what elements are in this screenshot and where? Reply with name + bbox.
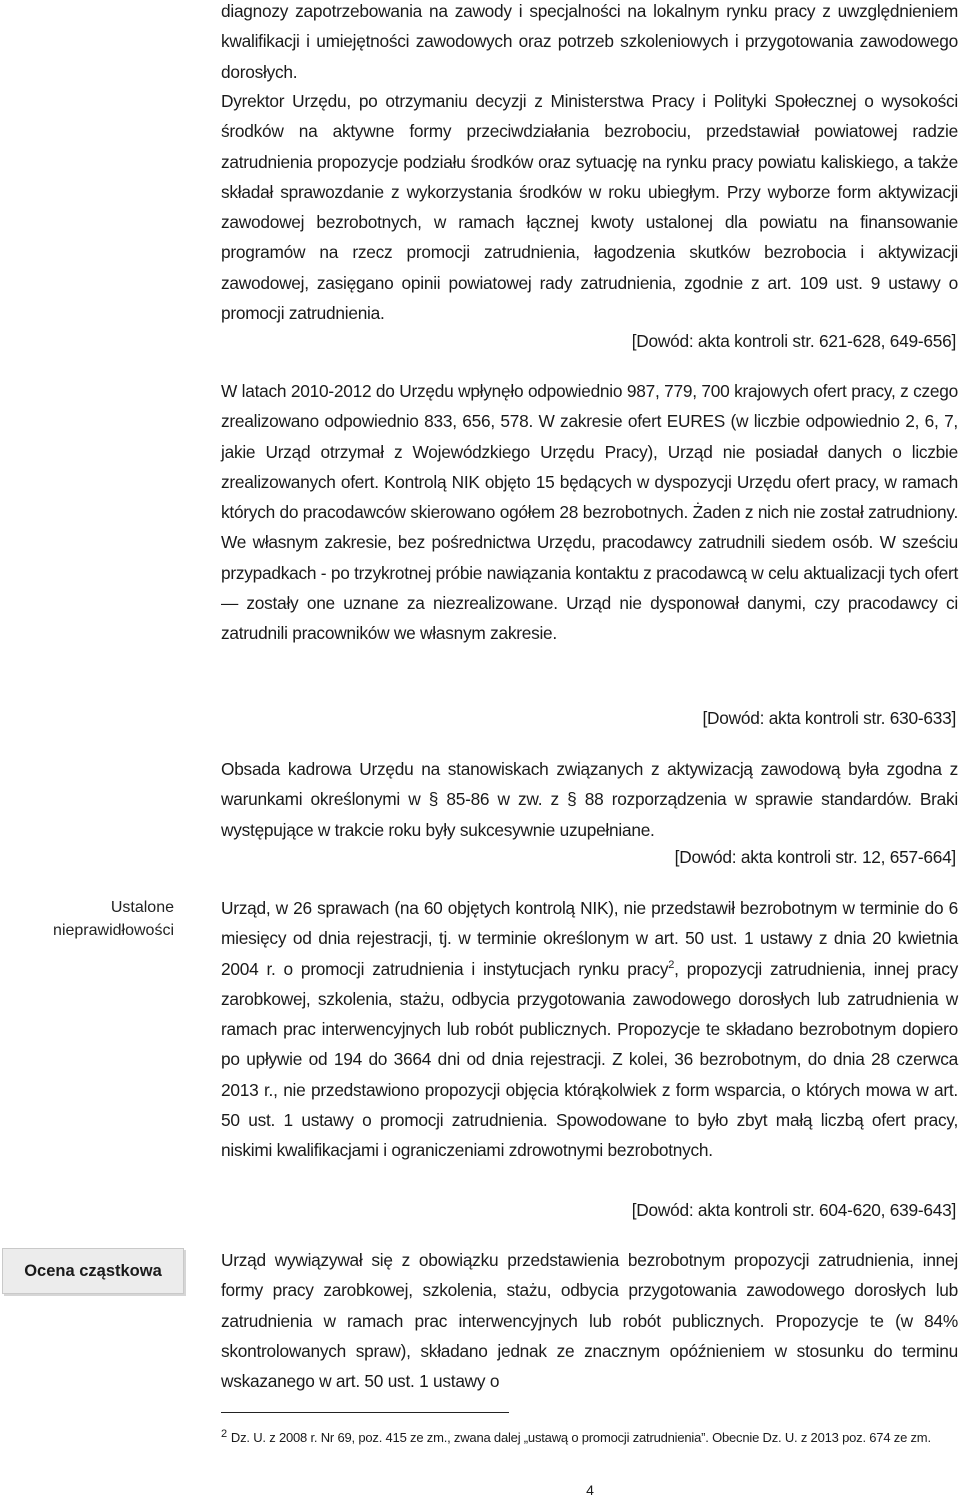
evidence-reference-2: [Dowód: akta kontroli str. 630-633] <box>702 708 956 728</box>
footnote-reference-mark: 2 <box>668 958 675 971</box>
paragraph-staffing: Obsada kadrowa Urzędu na stanowiskach związanych z aktywizacją zawodową była zgodna z warunkami określonymi w § 85-86 w zw. z § 88 rozporządzenia w sprawie standardów. Braki występujące w trakcie roku były sukcesywnie uzupełniane. <box>221 759 958 840</box>
footnote-text: Dz. U. z 2008 r. Nr 69, poz. 415 ze zm., zwana dalej „ustawą o promocji zatrudnienia”. Obecnie Dz. U. z 2013 poz. 674 ze zm. <box>230 1430 931 1445</box>
findings-side-label: Ustalone nieprawidłowości <box>53 899 174 939</box>
irregularities-text-end: , propozycji zatrudnienia, innej pracy zarobkowej, szkolenia, stażu, odbycia przygotowania zawodowego dorosłych lub zatrudnienia w ramach prac interwencyjnych lub robót publicznych. Propozycje te składano bezrobotnym dopiero po upływie od 194 do 3664 dni od dnia rejestracji. Z kolei, 36 bezrobotnym, do dnia 28 czerwca 2013 r., nie przedstawiono propozycji objęcia którąkolwiek z form wsparcia, o których mowa w art. 50 ust. 1 ustawy o promocji zatrudnienia. Spowodowane to było zbyt małą liczbą ofert pracy, niskimi kwalifikacjami i ograniczeniami zdrowotnymi bezrobotnych. <box>221 958 958 1161</box>
evidence-reference-4: [Dowód: akta kontroli str. 604-620, 639-643] <box>631 1200 956 1220</box>
paragraph-diagnosis-continuation: diagnozy zapotrzebowania na zawody i specjalności na lokalnym rynku pracy z uwzględnieniem kwalifikacji i umiejętności zawodowych oraz potrzeb szkoleniowych i przygotowania zawodowego dorosłych. <box>221 1 958 82</box>
page-number: 4 <box>586 1482 594 1498</box>
partial-assessment-label <box>2 1248 184 1294</box>
paragraph-director-funds: Dyrektor Urzędu, po otrzymaniu decyzji z Ministerstwa Pracy i Polityki Społecznej o wysokości środków na aktywne formy przeciwdziałania bezrobociu, przedstawiał powiatowej radzie zatrudnienia propozycje podziału środków oraz sytuację na rynku pracy powiatu kaliskiego, a także składał sprawozdanie z wykorzystania środków w roku ubiegłym. Przy wyborze form aktywizacji zawodowej bezrobotnych, w ramach łącznej kwoty ustalonej dla powiatu na finansowanie programów na rzecz promocji zatrudnienia, łagodzenia skutków bezrobocia i aktywizacji zawodowej, zasięgano opinii powiatowej rady zatrudnienia, zgodnie z art. 109 ust. 9 ustawy o promocji zatrudnienia. <box>221 91 958 324</box>
irregularities-text-start: Urząd, w 26 sprawach (na 60 objętych kontrolą NIK), nie przedstawił bezrobotnym w terminie do 6 miesięcy od dnia rejestracji, tj. w terminie określonym w art. 50 ust. 1 ustawy z dnia 20 kwietnia 2004 r. o promocji zatrudnienia i instytucjach rynku pracy <box>221 898 958 979</box>
footnote <box>221 1424 958 1448</box>
paragraph-irregularities <box>221 893 958 1166</box>
footnote-mark: 2 <box>221 1428 227 1440</box>
partial-assessment-text: Ocena cząstkowa <box>24 1261 162 1280</box>
footnote-divider <box>221 1412 509 1413</box>
evidence-reference-3: [Dowód: akta kontroli str. 12, 657-664] <box>674 847 956 867</box>
paragraph-job-offers: W latach 2010-2012 do Urzędu wpłynęło odpowiednio 987, 779, 700 krajowych ofert pracy, z czego zrealizowano odpowiednio 833, 656, 578. W zakresie ofert EURES (w liczbie odpowiednio 2, 6, 7, jakie Urząd otrzymał z Wojewódzkiego Urzędu Pracy), Urząd nie posiadał danych o liczbie zrealizowanych ofert. Kontrolą NIK objęto 15 będących w dyspozycji Urzędu ofert pracy, w ramach których do pracodawców skierowano ogółem 28 bezrobotnych. Żaden z nich nie został zatrudniony. We własnym zakresie, bez pośrednictwa Urzędu, pracodawcy zatrudnili siedem osób. W sześciu przypadkach - po trzykrotnej próbie nawiązania kontaktu z pracodawcą w celu aktualizacji tych ofert — zostały one uznane za niezrealizowane. Urząd nie dysponował danymi, czy pracodawcy ci zatrudnili pracowników we własnym zakresie. <box>221 381 958 644</box>
evidence-reference-1: [Dowód: akta kontroli str. 621-628, 649-656] <box>631 331 956 351</box>
paragraph-partial-assessment: Urząd wywiązywał się z obowiązku przedstawienia bezrobotnym propozycji zatrudnienia, innej formy pracy zarobkowej, szkolenia, stażu, odbycia przygotowania zawodowego dorosłych lub zatrudnienia w ramach prac interwencyjnych lub robót publicznych. Propozycje te (w 84% skontrolowanych spraw), składano jednak ze znacznym opóźnieniem w stosunku do terminu wskazanego w art. 50 ust. 1 ustawy o <box>221 1250 958 1392</box>
